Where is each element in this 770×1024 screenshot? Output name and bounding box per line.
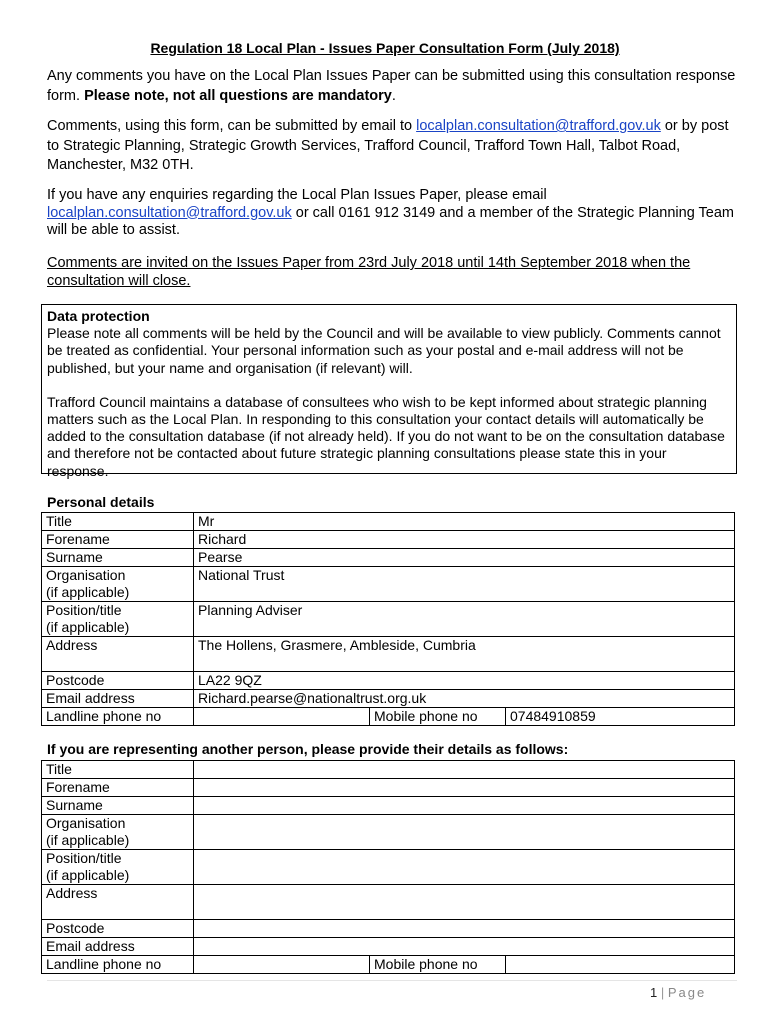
submission-email-link[interactable]: localplan.consultation@trafford.gov.uk <box>416 118 661 134</box>
rep-label-surname: Surname <box>42 797 194 815</box>
value-position[interactable]: Planning Adviser <box>194 602 735 637</box>
rep-value-title[interactable] <box>194 761 735 779</box>
deadline-notice: Comments are invited on the Issues Paper from 23rd July 2018 until 14th September 2018 when the consultation will close. <box>47 255 691 289</box>
enquiries-email-link[interactable]: localplan.consultation@trafford.gov.uk <box>47 204 292 221</box>
rep-label-postcode: Postcode <box>42 920 194 938</box>
value-forename[interactable]: Richard <box>194 531 735 549</box>
enquiries-paragraph <box>47 187 737 240</box>
representing-details-table <box>41 760 735 974</box>
intro-end: . <box>391 87 396 104</box>
value-mobile[interactable]: 07484910859 <box>506 708 735 726</box>
data-protection-box <box>41 304 737 479</box>
data-protection-para-2: Trafford Council maintains a database of consultees who wish to be kept informed about strategic planning matters such as the Local Plan. In responding to this consultation your contact details will automatically be added to the consultation database (if not already held). If you do not want to be on the consultation database and therefore not be contacted about future strategic planning consultations please state this in your response. <box>47 393 725 479</box>
rep-value-organisation[interactable] <box>194 815 735 850</box>
table-row <box>42 567 735 602</box>
value-postcode[interactable]: LA22 9QZ <box>194 672 735 690</box>
table-row <box>42 690 735 708</box>
rep-value-postcode[interactable] <box>194 920 735 938</box>
enquiries-text-after: or call 0161 912 3149 and a member of the Strategic Planning Team will be able to assist. <box>47 204 734 238</box>
rep-value-address[interactable] <box>194 885 735 920</box>
mandatory-note: Please note, not all questions are mandatory <box>84 87 392 104</box>
enquiries-text-before: If you have any enquiries regarding the Local Plan Issues Paper, please email <box>47 187 547 203</box>
page-label: Page <box>667 985 707 1000</box>
submission-text-before: Comments, using this form, can be submitted by email to <box>47 118 413 134</box>
rep-label-organisation: Organisation (if applicable) <box>42 815 194 850</box>
rep-label-title: Title <box>42 761 194 779</box>
value-organisation[interactable]: National Trust <box>194 567 735 602</box>
data-protection-heading: Data protection <box>47 308 150 324</box>
rep-value-email[interactable] <box>194 938 735 956</box>
label-organisation: Organisation (if applicable) <box>42 567 194 602</box>
personal-details-heading: Personal details <box>47 494 155 510</box>
table-row <box>42 549 735 567</box>
submission-paragraph <box>47 117 737 176</box>
table-row <box>42 761 735 779</box>
rep-label-address: Address <box>42 885 194 920</box>
form-title: Regulation 18 Local Plan - Issues Paper Consultation Form (July 2018) <box>150 40 620 56</box>
label-title: Title <box>42 513 194 531</box>
table-row <box>42 797 735 815</box>
label-postcode: Postcode <box>42 672 194 690</box>
table-row <box>42 531 735 549</box>
data-protection-para-1: Please note all comments will be held by the Council and will be available to view publicly. Comments cannot be treated as confidential. Your personal information such as your postal and e-mail address will not be published, but your name and organisation (if relevant) will. <box>47 325 721 376</box>
rep-label-position: Position/title (if applicable) <box>42 850 194 885</box>
label-landline: Landline phone no <box>42 708 194 726</box>
table-row <box>42 708 735 726</box>
label-forename: Forename <box>42 531 194 549</box>
value-address[interactable]: The Hollens, Grasmere, Ambleside, Cumbria <box>194 637 735 672</box>
footer-separator: | <box>660 985 665 1000</box>
page-number-footer <box>650 985 706 1000</box>
table-row <box>42 815 735 850</box>
table-row <box>42 920 735 938</box>
page-number: 1 <box>650 985 658 1000</box>
table-row <box>42 938 735 956</box>
footer-divider <box>47 980 737 981</box>
submission-text-after: or by post to Strategic Planning, Strategic Growth Services, Trafford Council, Trafford Town Hall, Talbot Road, Manchester, M32 0TH. <box>47 118 729 173</box>
rep-value-forename[interactable] <box>194 779 735 797</box>
value-landline[interactable] <box>194 708 370 726</box>
table-row <box>42 850 735 885</box>
value-title[interactable]: Mr <box>194 513 735 531</box>
value-email[interactable]: Richard.pearse@nationaltrust.org.uk <box>194 690 735 708</box>
rep-label-landline: Landline phone no <box>42 956 194 974</box>
table-row <box>42 602 735 637</box>
label-mobile: Mobile phone no <box>370 708 506 726</box>
rep-label-mobile: Mobile phone no <box>370 956 506 974</box>
rep-value-mobile[interactable] <box>506 956 735 974</box>
table-row <box>42 956 735 974</box>
value-surname[interactable]: Pearse <box>194 549 735 567</box>
table-row <box>42 779 735 797</box>
label-email: Email address <box>42 690 194 708</box>
label-address: Address <box>42 637 194 672</box>
representing-heading: If you are representing another person, please provide their details as follows: <box>47 741 569 757</box>
label-surname: Surname <box>42 549 194 567</box>
rep-label-email: Email address <box>42 938 194 956</box>
personal-details-table <box>41 512 735 726</box>
table-row <box>42 513 735 531</box>
rep-label-forename: Forename <box>42 779 194 797</box>
label-position: Position/title (if applicable) <box>42 602 194 637</box>
rep-value-position[interactable] <box>194 850 735 885</box>
intro-paragraph <box>47 67 737 106</box>
table-row <box>42 885 735 920</box>
table-row <box>42 672 735 690</box>
table-row <box>42 637 735 672</box>
intro-text: Any comments you have on the Local Plan Issues Paper can be submitted using this consultation response form. <box>47 68 736 104</box>
rep-value-surname[interactable] <box>194 797 735 815</box>
rep-value-landline[interactable] <box>194 956 370 974</box>
